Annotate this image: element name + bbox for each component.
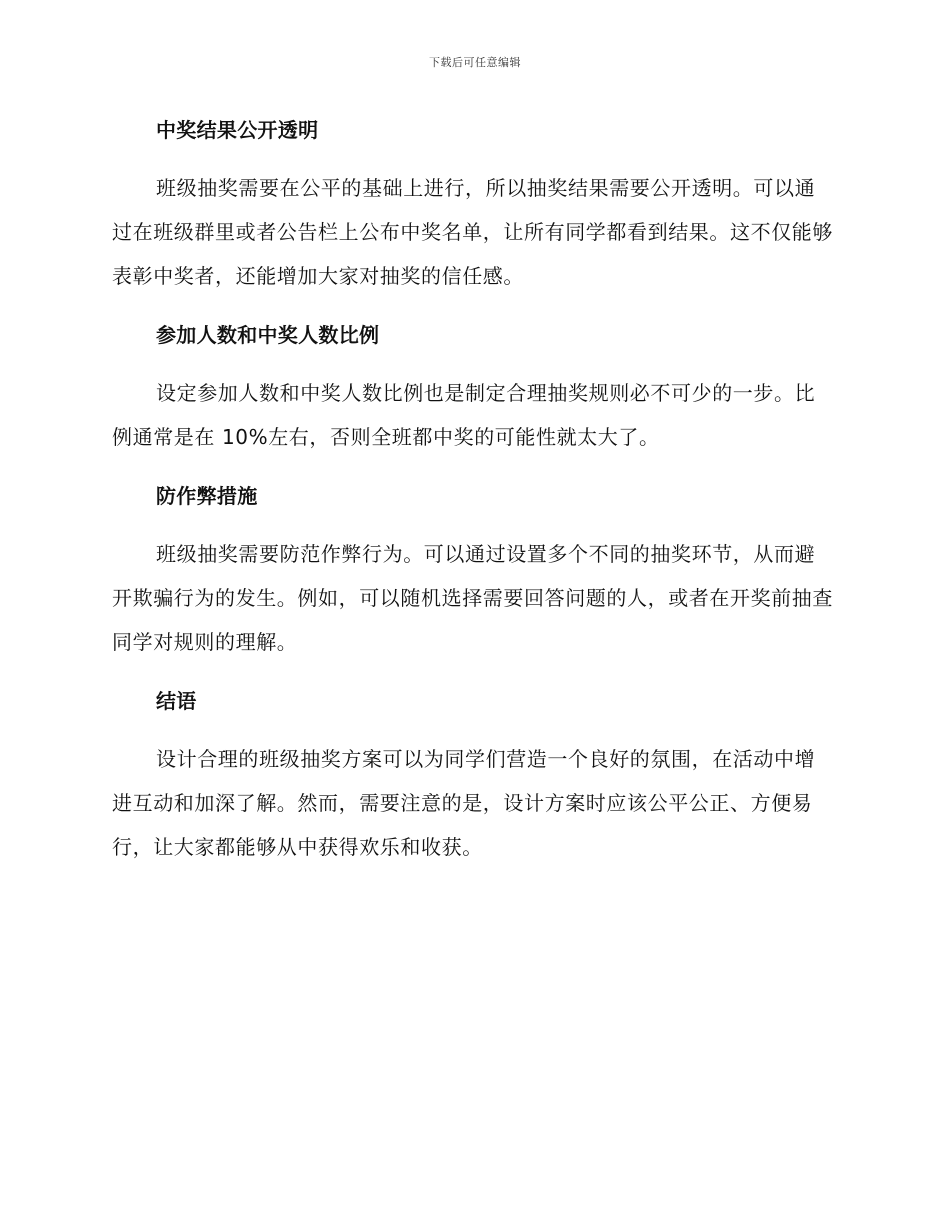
- section-paragraph: 设计合理的班级抽奖方案可以为同学们营造一个良好的氛围，在活动中增进互动和加深了解。然而，需要注意的是，设计方案时应该公平公正、方便易行，让大家都能够从中获得欢乐和收获。: [112, 747, 816, 859]
- section-heading: 参加人数和中奖人数比例: [156, 323, 380, 347]
- section-participant-ratio: [112, 313, 834, 474]
- section-heading: 结语: [156, 689, 197, 713]
- section-paragraph: 设定参加人数和中奖人数比例也是制定合理抽奖规则必不可少的一步。比例通常是在 10%左右，否则全班都中奖的可能性就太大了。: [112, 381, 816, 449]
- section-paragraph: 班级抽奖需要防范作弊行为。可以通过设置多个不同的抽奖环节，从而避开欺骗行为的发生。例如，可以随机选择需要回答问题的人，或者在开奖前抽查同学对规则的理解。: [112, 542, 833, 654]
- section-anti-cheating: [112, 474, 834, 679]
- document-body: [112, 108, 834, 869]
- page-header: 下载后可任意编辑: [429, 56, 521, 69]
- section-conclusion: [112, 679, 834, 869]
- section-results-transparency: [112, 108, 834, 313]
- section-heading: 防作弊措施: [156, 484, 258, 508]
- section-heading: 中奖结果公开透明: [156, 118, 319, 142]
- section-paragraph: 班级抽奖需要在公平的基础上进行，所以抽奖结果需要公开透明。可以通过在班级群里或者公告栏上公布中奖名单，让所有同学都看到结果。这不仅能够表彰中奖者，还能增加大家对抽奖的信任感。: [112, 176, 833, 288]
